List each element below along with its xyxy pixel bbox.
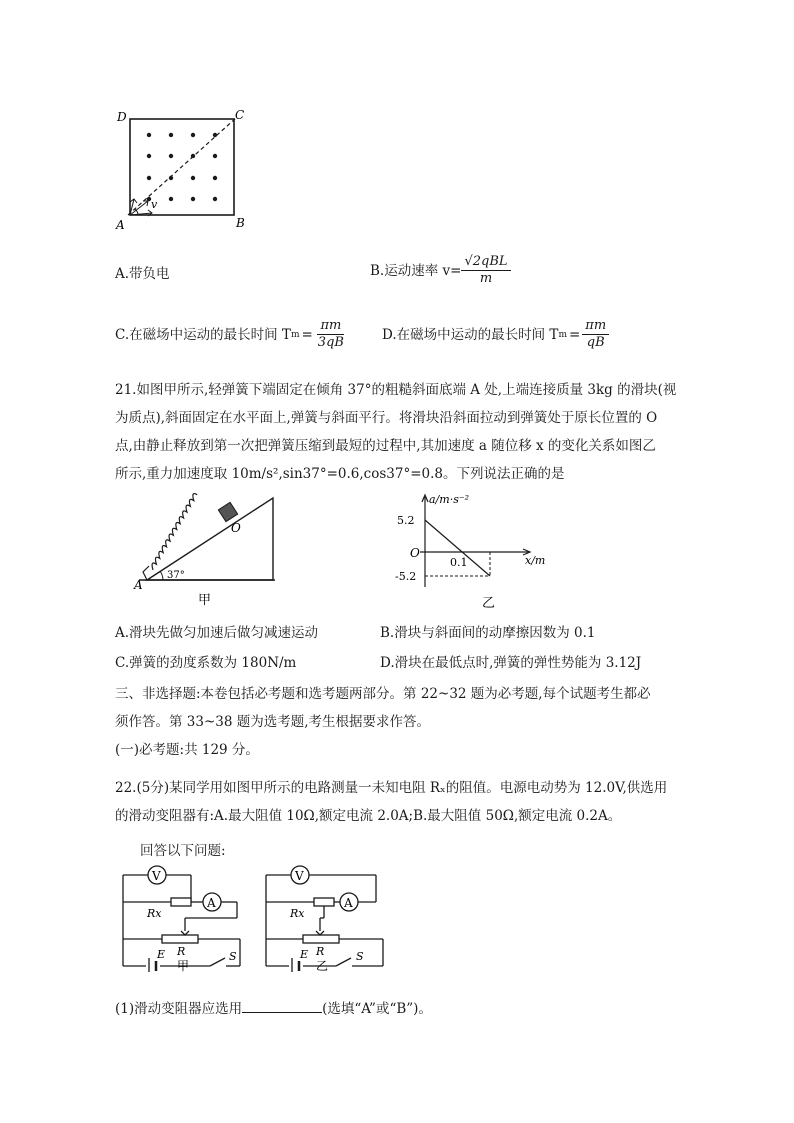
s-label: S [229,950,237,963]
q20-option-d-fraction [582,318,609,351]
q20-option-c-fraction [315,318,347,351]
resistor-rx [314,898,334,906]
q20-option-d: D.在磁场中运动的最长时间 T m = $\frac{\pi m}{qB}$ [382,318,609,351]
incline [147,498,273,580]
label-B: B [236,216,245,230]
ammeter-label: A [344,896,353,910]
resistor-rx [171,898,191,906]
q22-sub1 [115,998,432,1018]
spring-coil [130,492,218,570]
x-axis-label: x/m [525,554,546,567]
velocity-arrows [130,199,152,216]
switch [336,958,351,966]
incline-spring-figure [125,492,285,607]
rx-label: Rx [290,907,305,920]
voltmeter-label: V [152,869,161,883]
e-label: E [300,948,309,961]
section-3-line2: 须作答。第 33~38 题为选考题,考生根据要求作答。 [115,714,431,730]
diagonal-dashed [128,118,236,215]
s-label: S [356,950,364,963]
q22-prompt: 回答以下问题: [140,843,226,859]
q20-option-c-denominator: 3qB [317,335,344,350]
rheostat [162,935,198,943]
caption-yi: 乙 [482,596,496,611]
caption-circuit-jia: 甲 [177,959,190,972]
label-C: C [235,108,245,122]
label-A: A [116,218,125,230]
q20-option-d-prefix: D.在磁场中运动的最长时间 T [382,326,559,343]
q20-option-c: C.在磁场中运动的最长时间 T m = $\frac{\pi m}{3qB}$ [115,318,347,351]
q20-option-d-numerator: πm [582,318,609,335]
angle-arc [160,571,163,580]
section-3-intro [115,680,651,764]
q21-option-b: B.滑块与斜面间的动摩擦因数为 0.1 [380,625,596,641]
q21-stem [115,376,676,488]
rx-label: Rx [147,907,162,920]
circuit-jia [115,862,250,972]
r-label: R [316,945,325,958]
origin-label: O [410,546,420,560]
slider-block [218,502,237,521]
q20-option-b-denominator: m [479,271,493,286]
ammeter-label: A [207,896,216,910]
rheostat [303,935,339,943]
label-O: O [231,521,241,535]
y-tick-bottom: -5.2 [395,570,417,583]
q22-sub1-suffix: (选填“A”或“B”)。 [322,1001,432,1017]
x-tick: 0.1 [450,556,468,569]
q21-option-d: D.滑块在最低点时,弹簧的弹性势能为 3.12J [380,655,642,671]
q20-option-b-prefix: B.运动速率 v= [370,262,462,279]
q20-option-c-sub: m [290,329,300,340]
q22-line1: 22.(5分)某同学用如图甲所示的电路测量一未知电阻 Rₓ的阻值。电源电动势为 12.0V,供选用 [115,780,668,796]
caption-jia: 甲 [198,593,212,607]
q20-option-c-numerator: πm [317,318,344,335]
q21-stem-line1: 21.如图甲所示,轻弹簧下端固定在倾角 37°的粗糙斜面底端 A 处,上端连接质量 3kg 的滑块(视 [115,382,677,398]
q22-sub1-answer-blank[interactable] [242,998,322,1013]
switch [210,958,225,966]
section-3-line1: 三、非选择题:本卷包括必考题和选考题两部分。第 22~32 题为必考题,每个试题考生都必 [115,686,651,702]
q20-option-b-numerator: √2qBL [461,254,510,271]
q20-option-b [370,254,511,287]
q22-stem [115,774,667,830]
label-A-incline: A [134,578,143,592]
q21-stem-line4: 所示,重力加速度取 10m/s²,sin37°=0.6,cos37°=0.8。下列说法正确的是 [115,466,565,482]
acceleration-graph [395,492,565,612]
circuit-yi [258,862,393,972]
y-axis-label: a/m·s⁻² [429,493,470,506]
label-angle: 37° [167,570,185,581]
q21-option-c: C.弹簧的劲度系数为 180N/m [115,655,297,671]
voltmeter-label: V [295,869,304,883]
q20-option-d-denominator: qB [586,335,605,350]
caption-circuit-yi: 乙 [316,959,329,972]
q20-option-c-prefix: C.在磁场中运动的最长时间 T [115,326,291,343]
y-tick-top: 5.2 [397,514,415,527]
magnetic-field-figure [110,105,250,230]
r-label: R [177,945,186,958]
q22-sub1-prefix: (1)滑动变阻器应选用 [115,1001,243,1017]
q20-option-d-sub: m [558,329,567,340]
q22-line2: 的滑动变阻器有:A.最大阻值 10Ω,额定电流 2.0A;B.最大阻值 50Ω,额定电流 0.2A。 [115,808,622,824]
q20-option-b-fraction [461,254,510,287]
q20-option-a: A.带负电 [115,266,170,282]
q21-stem-line3: 点,由静止释放到第一次把弹簧压缩到最短的过程中,其加速度 a 随位移 x 的变化关系如图乙 [115,438,656,454]
label-D: D [117,110,127,124]
e-label: E [157,948,166,961]
wall-hatch [143,566,149,580]
q21-option-a: A.滑块先做匀加速后做匀减速运动 [115,625,319,641]
label-v: v [151,198,158,211]
section-3-required: (一)必考题:共 129 分。 [115,742,259,758]
q21-stem-line2: 为质点),斜面固定在水平面上,弹簧与斜面平行。将滑块沿斜面拉动到弹簧处于原长位置的 O [115,410,658,426]
